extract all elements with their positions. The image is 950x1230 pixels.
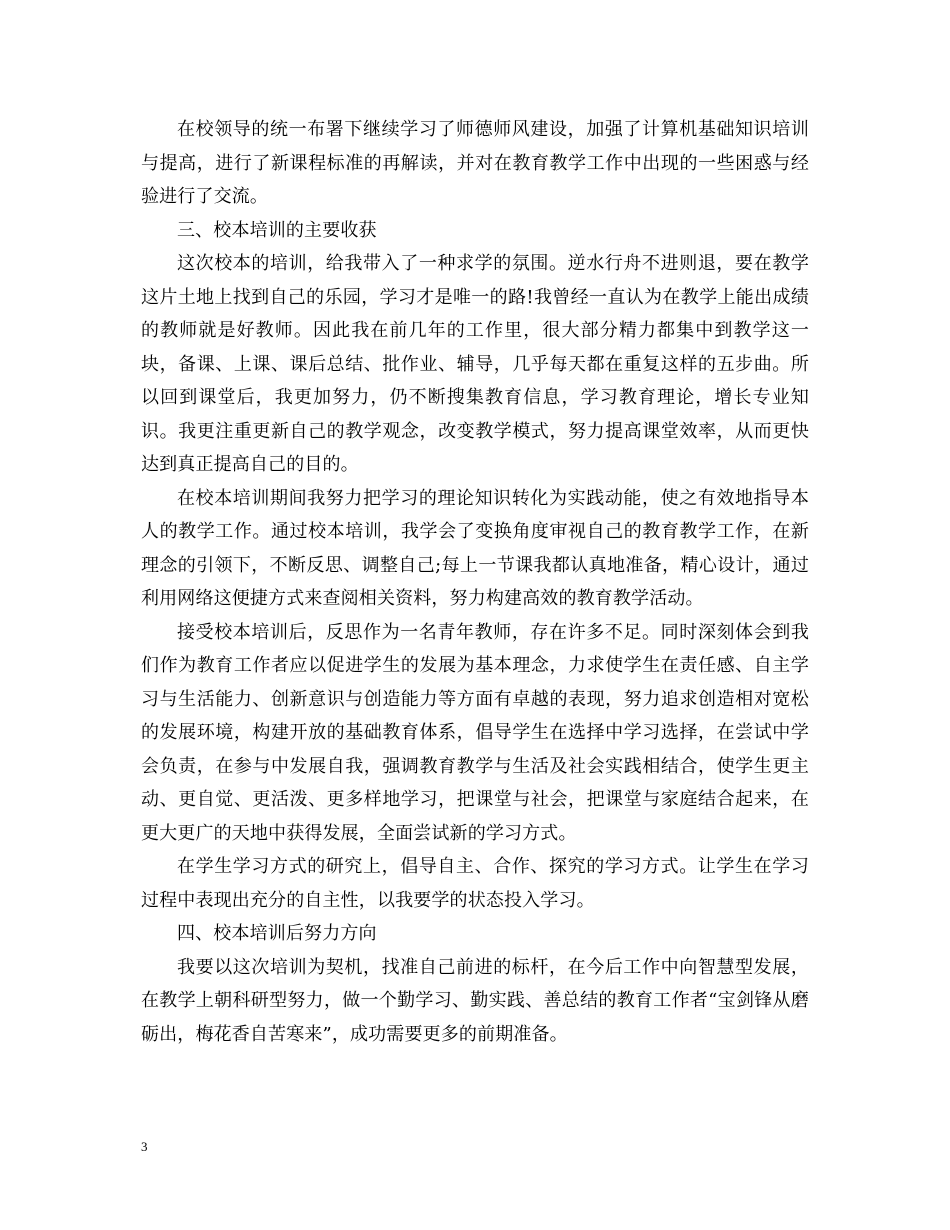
- paragraph-learning-atmosphere: 这次校本的培训，给我带入了一种求学的氛围。逆水行舟不进则退，要在教学这片土地上找到自己的乐园，学习才是唯一的路!我曾经一直认为在教学上能出成绩的教师就是好教师。因此我在前几年的工作里，很大部分精力都集中到教学这一块，备课、上课、课后总结、批作业、辅导，几乎每天都在重复这样的五步曲。所以回到课堂后，我更加努力，仍不断搜集教育信息，学习教育理论，增长专业知识。我更注重更新自己的教学观念，改变教学模式，努力提高课堂效率，从而更快达到真正提高自己的目的。: [141, 253, 809, 475]
- page-number: 3: [141, 1139, 148, 1154]
- paragraph-training-content: 在校领导的统一布署下继续学习了师德师风建设，加强了计算机基础知识培训与提高，进行了新课程标准的再解读，并对在教育教学工作中出现的一些困惑与经验进行了交流。: [141, 119, 809, 207]
- paragraph-reflection: 接受校本培训后，反思作为一名青年教师，存在许多不足。同时深刻体会到我们作为教育工作者应以促进学生的发展为基本理念，力求使学生在责任感、自主学习与生活能力、创新意识与创造能力等方面有卓越的表现，努力追求创造相对宽松的发展环境，构建开放的基础教育体系，倡导学生在选择中学习选择，在尝试中学会负责，在参与中发展自我，强调教育教学与生活及社会实践相结合，使学生更主动、更自觉、更活泼、更多样地学习，把课堂与社会，把课堂与家庭结合起来，在更大更广的天地中获得发展，全面尝试新的学习方式。: [141, 621, 809, 844]
- paragraph-learning-methods: 在学生学习方式的研究上，倡导自主、合作、探究的学习方式。让学生在学习过程中表现出充分的自主性，以我要学的状态投入学习。: [141, 856, 809, 911]
- paragraph-theory-into-practice: 在校本培训期间我努力把学习的理论知识转化为实践动能，使之有效地指导本人的教学工作。通过校本培训，我学会了变换角度审视自己的教育教学工作，在新理念的引领下，不断反思、调整自己;每上一节课我都认真地准备，精心设计，通过利用网络这便捷方式来查阅相关资料，努力构建高效的教育教学活动。: [141, 487, 809, 609]
- section-heading-future-direction: 四、校本培训后努力方向: [177, 923, 377, 944]
- section-heading-main-gains: 三、校本培训的主要收获: [177, 219, 377, 241]
- document-body: [141, 113, 809, 1051]
- paragraph-future-goals: 我要以这次培训为契机，找准自己前进的标杆，在今后工作中向智慧型发展，在教学上朝科研型努力，做一个勤学习、勤实践、善总结的教育工作者“宝剑锋从磨砺出，梅花香自苦寒来”，成功需要更多的前期准备。: [141, 956, 809, 1045]
